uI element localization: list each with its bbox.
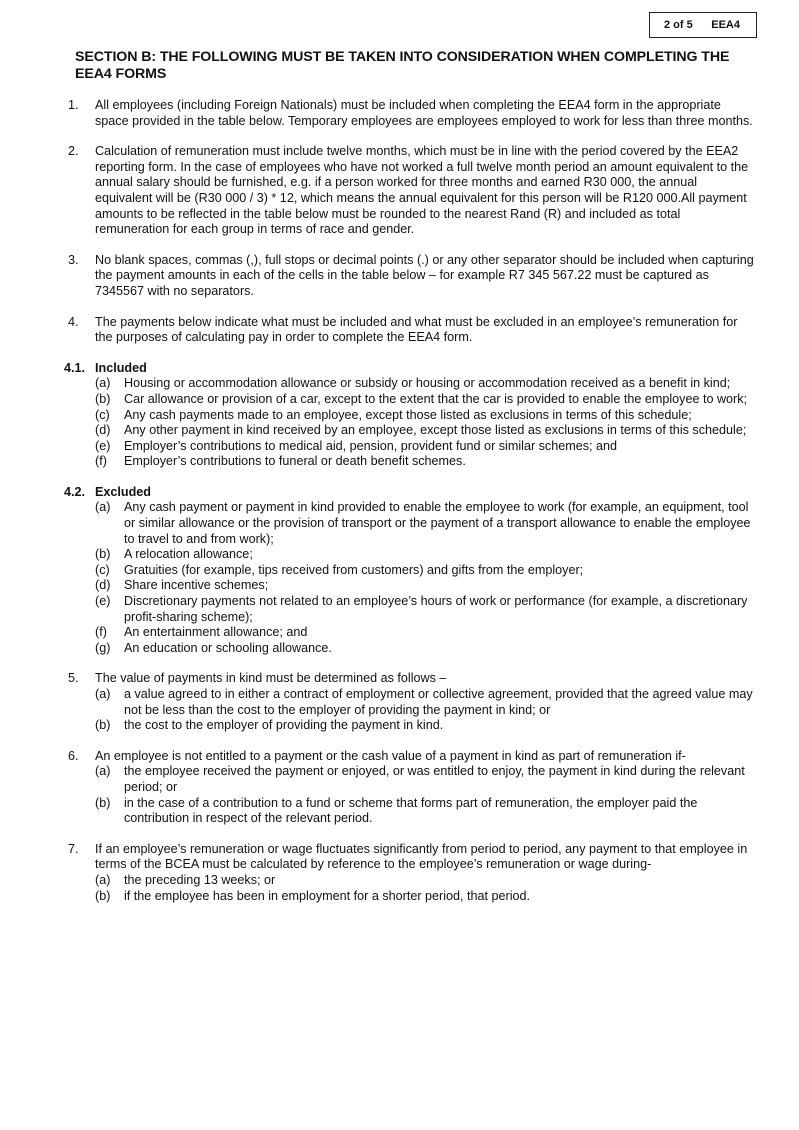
item-label: (c)	[95, 407, 110, 422]
item-text: the preceding 13 weeks; or	[124, 872, 276, 887]
item-label: (a)	[95, 500, 111, 515]
section-title: SECTION B: THE FOLLOWING MUST BE TAKEN INTO CONSIDERATION WHEN COMPLETING THE EEA4 FORMS	[75, 49, 730, 82]
item-label: (e)	[95, 594, 111, 609]
item-text: Employer’s contributions to funeral or death benefit schemes.	[124, 454, 466, 469]
included-heading	[64, 361, 754, 377]
item-text: the employee received the payment or enjoyed, or was entitled to enjoy, the payment in kind during the relevant period; or	[124, 764, 745, 794]
item-text: Employer’s contributions to medical aid, pension, provident fund or similar schemes; and	[124, 438, 618, 453]
item-label: (b)	[95, 795, 111, 810]
list-item-6	[64, 749, 754, 827]
item-label: (f)	[95, 454, 107, 469]
list-item	[95, 625, 754, 641]
item-text: A relocation allowance;	[124, 547, 253, 562]
list-item-2	[64, 144, 754, 238]
list-item	[95, 454, 754, 470]
list-item	[95, 392, 754, 408]
item-text: a value agreed to in either a contract of employment or collective agreement, provided that the agreed value may not be less than the cost to the employer of providing the payment in kind; or	[124, 687, 753, 717]
list-item-5	[64, 671, 754, 733]
item-label: (g)	[95, 640, 111, 655]
item-text: Any cash payment or payment in kind provided to enable the employee to work (for example, an equipment, tool or similar allowance or the provision of transport or the payment of a transport allowance to enable the employee to travel to and from work);	[124, 500, 751, 546]
list-item	[95, 423, 754, 439]
item-text: All employees (including Foreign Nationals) must be included when completing the EEA4 form in the appropriate space provided in the table below. Temporary employees are employees employed to work for less than three months.	[95, 98, 753, 128]
list-item	[95, 641, 754, 657]
item-number: 7.	[68, 841, 79, 856]
item-text: Any other payment in kind received by an employee, except those listed as exclusions in terms of this schedule;	[124, 423, 747, 438]
excluded-section	[64, 485, 754, 657]
list-item	[95, 578, 754, 594]
item-text: in the case of a contribution to a fund or scheme that forms part of remuneration, the employer paid the contribution in respect of the relevant period.	[124, 795, 698, 826]
list-item	[95, 796, 754, 827]
item-text: If an employee’s remuneration or wage fluctuates significantly from period to period, any payment to that employee in terms of the BCEA must be calculated by reference to the employee’s remuneration or wage during-	[95, 841, 748, 872]
sub-list	[95, 873, 754, 904]
section-number: 4.2.	[64, 484, 86, 499]
item-number: 3.	[68, 252, 79, 267]
section-heading: Excluded	[95, 484, 151, 499]
item-number: 4.	[68, 314, 79, 329]
included-list	[64, 376, 754, 470]
item-text: Car allowance or provision of a car, except to the extent that the car is provided to enable the employee to work;	[124, 391, 748, 406]
form-code: EEA4	[711, 19, 740, 31]
item-label: (e)	[95, 438, 111, 453]
excluded-heading	[64, 485, 754, 501]
item-label: (b)	[95, 547, 111, 562]
list-item-4	[64, 315, 754, 346]
list-item	[95, 376, 754, 392]
item-text: An education or schooling allowance.	[124, 640, 332, 655]
list-item-1	[64, 98, 754, 129]
item-label: (a)	[95, 687, 111, 701]
item-label: (b)	[95, 718, 111, 733]
item-label: (f)	[95, 625, 107, 640]
item-label: (a)	[95, 764, 111, 779]
list-item	[95, 594, 754, 625]
item-text: the cost to the employer of providing the payment in kind.	[124, 718, 444, 733]
item-label: (a)	[95, 872, 111, 887]
item-text: The value of payments in kind must be determined as follows –	[95, 671, 447, 686]
item-number: 2.	[68, 144, 79, 159]
item-number: 5.	[68, 671, 79, 686]
sub-list	[95, 687, 754, 734]
sub-list	[95, 764, 754, 826]
page-number: 2 of 5	[664, 19, 693, 31]
item-label: (a)	[95, 376, 111, 391]
item-label: (b)	[95, 888, 111, 903]
section-heading: Included	[95, 360, 147, 375]
item-number: 1.	[68, 98, 79, 112]
section-number: 4.1.	[64, 360, 86, 375]
item-label: (d)	[95, 578, 111, 593]
item-text: The payments below indicate what must be included and what must be excluded in an employee’s remuneration for the purposes of calculating pay in order to complete the EEA4 form.	[95, 314, 738, 345]
item-text: Discretionary payments not related to an employee’s hours of work or performance (for example, a discretionary profit-sharing scheme);	[124, 594, 748, 624]
list-item	[95, 764, 754, 795]
item-text: Any cash payments made to an employee, except those listed as exclusions in terms of this schedule;	[124, 407, 692, 422]
item-label: (b)	[95, 391, 111, 406]
item-label: (c)	[95, 562, 110, 577]
list-item	[95, 889, 754, 905]
list-item	[95, 563, 754, 579]
list-item	[95, 439, 754, 455]
list-item	[95, 718, 754, 734]
item-text: No blank spaces, commas (,), full stops or decimal points (.) or any other separator should be included when capturing the payment amounts in each of the cells in the table below – for example R7 345 567.22 must be captured as 7345567 with no separators.	[95, 252, 754, 298]
item-text: An employee is not entitled to a payment or the cash value of a payment in kind as part of remuneration if-	[95, 748, 686, 763]
excluded-list	[64, 500, 754, 656]
list-item	[95, 687, 754, 718]
list-item-3	[64, 253, 754, 300]
list-item	[95, 873, 754, 889]
list-item	[95, 408, 754, 424]
item-text: Housing or accommodation allowance or subsidy or housing or accommodation received as a benefit in kind;	[124, 376, 731, 391]
list-item-7	[64, 842, 754, 904]
section-content	[64, 98, 754, 919]
list-item	[95, 547, 754, 563]
item-text: Calculation of remuneration must include twelve months, which must be in line with the period covered by the EEA2 reporting form. In the case of employees who have not worked a full twelve month period an amount equivalent to the annual salary should be furnished, e.g. if a person worked for three months and earned R30 000, the annual equivalent will be (R30 000 / 3) * 12, which means the annual equivalent for this person will be R120 000.All payment amounts to be reflected in the table below must be rounded to the nearest Rand (R) and included as total remuneration for each group in terms of race and gender.	[95, 144, 749, 237]
item-label: (d)	[95, 423, 111, 438]
item-text: if the employee has been in employment for a shorter period, that period.	[124, 888, 531, 903]
item-number: 6.	[68, 748, 79, 763]
page-number-box	[649, 12, 757, 38]
item-text: Share incentive schemes;	[124, 578, 269, 593]
item-text: An entertainment allowance; and	[124, 625, 308, 640]
list-item	[95, 500, 754, 547]
item-text: Gratuities (for example, tips received from customers) and gifts from the employer;	[124, 562, 584, 577]
included-section	[64, 361, 754, 470]
